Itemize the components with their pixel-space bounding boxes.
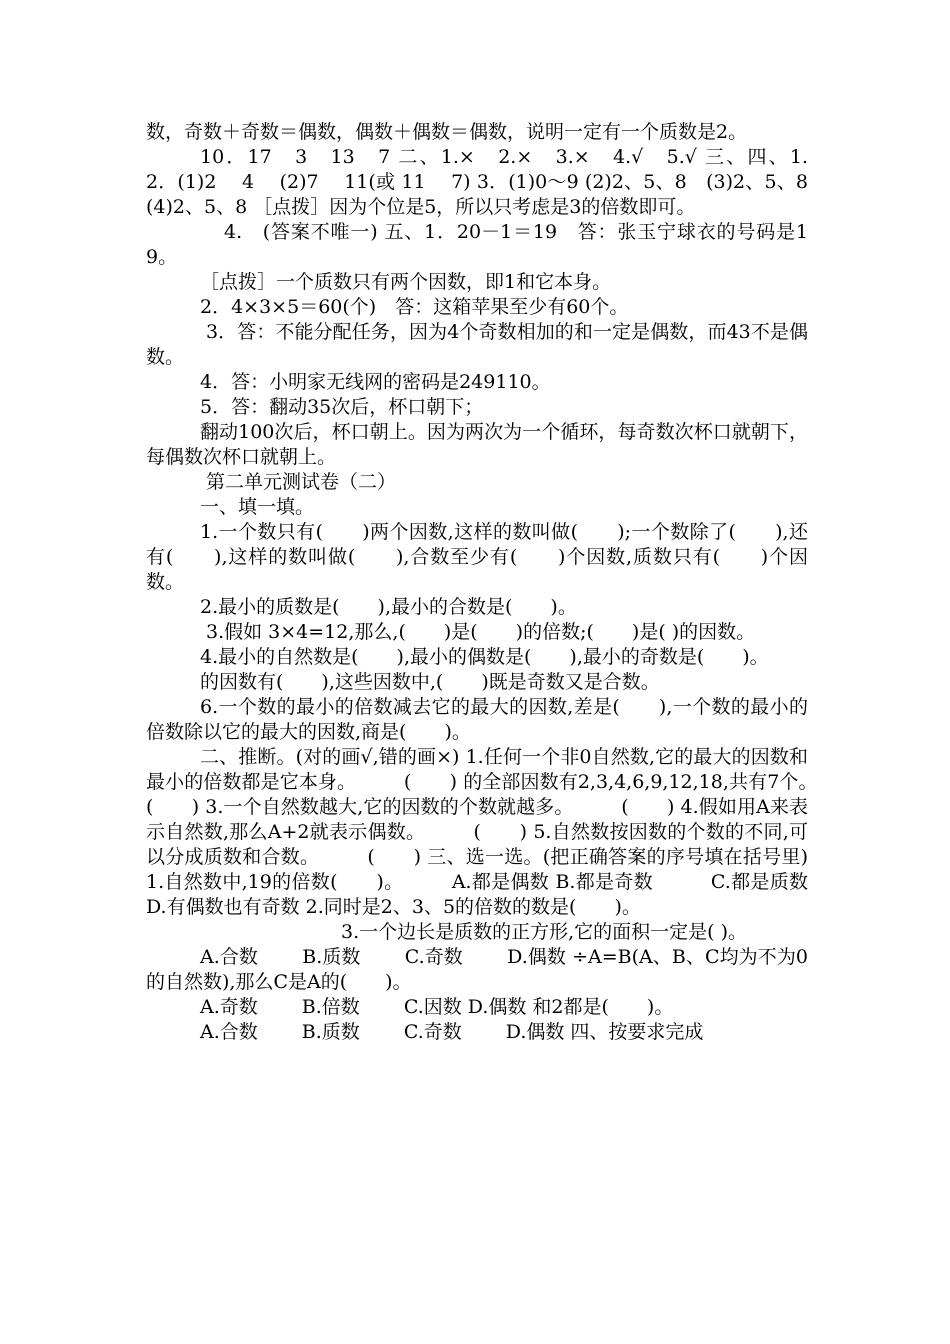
text-line: 10．17 3 13 7 二、1.× 2.× 3.× 4.√ 5.√ 三、四、1. 2．(1)2 4 (2)7 11(或 11 7) 3．(1)0～9 (2)2、5、8 (3)2、5、8 (4)2、5、8 ［点拨］因为个位是5，所以只考虑是3的倍数即可。 — [146, 146, 847, 218]
question: 2.最小的质数是( ),最小的合数是( )。 — [200, 596, 577, 618]
question: 3.一个边长是质数的正方形,它的面积一定是( )。 — [341, 921, 748, 943]
answer-options: A.合数 B.质数 C.奇数 D.偶数 ÷A=B(A、B、C均为不为0的自然数),那么C是A的( )。 — [146, 946, 808, 993]
text-line: 4．答：小明家无线网的密码是249110。 — [200, 371, 551, 393]
text-line: 翻动100次后，杯口朝上。因为两次为一个循环，每奇数次杯口就朝下，每偶数次杯口就朝上。 — [146, 421, 808, 468]
text-line: 4. (答案不唯一) 五、1．20－1＝19 答：张玉宁球衣的号码是19。 — [146, 221, 808, 268]
question: 的因数有( ),这些因数中,( )既是奇数又是合数。 — [200, 671, 660, 693]
text-line: 5．答：翻动35次后，杯口朝下； — [200, 396, 484, 418]
text-line: 2．4×3×5＝60(个) 答：这箱苹果至少有60个。 — [200, 296, 629, 318]
text-line: ［点拨］一个质数只有两个因数，即1和它本身。 — [200, 271, 612, 293]
question: 6.一个数的最小的倍数减去它的最大的因数,差是( ),一个数的最小的倍数除以它的最大的因数,商是( )。 — [146, 696, 808, 743]
document-page — [146, 120, 866, 1045]
section-title: 第二单元测试卷（二） — [206, 471, 397, 493]
question: 二、推断。(对的画√,错的画×) 1.任何一个非0自然数,它的最大的因数和最小的倍数都是它本身。 ( ) 的全部因数有2,3,4,6,9,12,18,共有7个。 ( ) 3.一个自然数越大,它的因数的个数就越多。 ( ) 4.假如用A来表示自然数,那么A+2就表示偶数。 ( ) 5.自然数按因数的个数的不同,可以分成质数和合数。 ( ) 三、选一选。(把正确答案的序号填在括号里) 1.自然数中,19的倍数( )。 A.都是偶数 B.都是奇数 C.都是质数 D.有偶数也有奇数 2.同时是2、3、5的倍数的数是( )。 — [146, 746, 866, 918]
question: 3.假如 3×4=12,那么,( )是( )的倍数;( )是( )的因数。 — [206, 621, 756, 643]
answer-options: A.合数 B.质数 C.奇数 D.偶数 四、按要求完成 — [200, 1021, 704, 1043]
section-heading: 一、填一填。 — [200, 496, 315, 518]
text-line: 数，奇数＋奇数＝偶数，偶数＋偶数＝偶数，说明一定有一个质数是2。 — [146, 121, 748, 143]
question: 4.最小的自然数是( ),最小的偶数是( ),最小的奇数是( )。 — [200, 646, 769, 668]
answer-options: A.奇数 B.倍数 C.因数 D.偶数 和2都是( )。 — [200, 996, 674, 1018]
question: 1.一个数只有( )两个因数,这样的数叫做( );一个数除了( ),还有( ),这样的数叫做( ),合数至少有( )个因数,质数只有( )个因数。 — [146, 521, 808, 593]
text-line: 3．答：不能分配任务，因为4个奇数相加的和一定是偶数，而43不是偶数。 — [146, 321, 808, 368]
